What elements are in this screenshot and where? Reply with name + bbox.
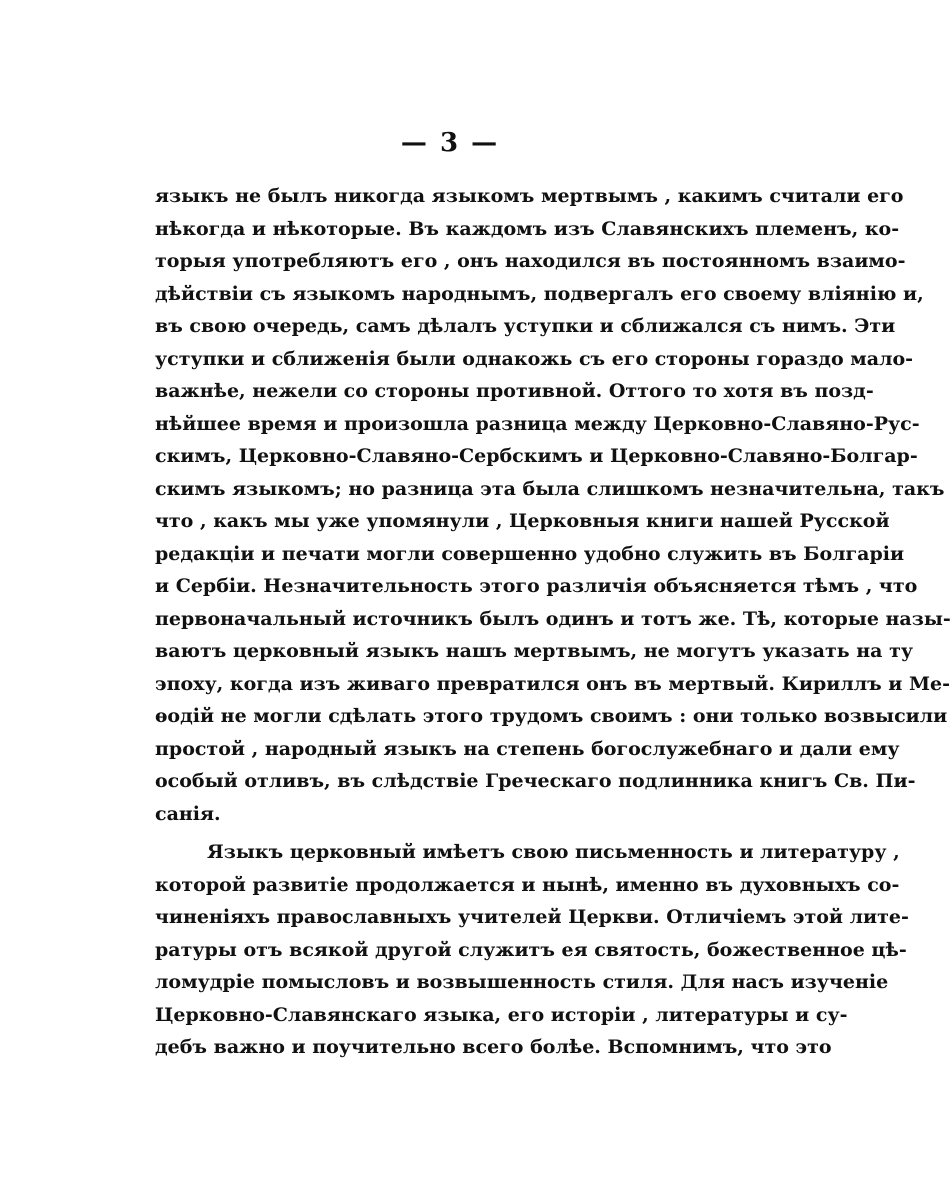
body-text <box>155 180 951 1064</box>
text-line: что , какъ мы уже упомянули , Церковныя книги нашей Русской <box>155 510 890 532</box>
text-line: Церковно-Славянскаго языка, его исторіи , литературы и су- <box>155 1003 848 1026</box>
text-line: особый отливъ, въ слѣдствіе Греческаго подлинника книгъ Св. Пи- <box>155 770 916 792</box>
text-line: Языкъ церковный имѣетъ свою письменность и литературу , <box>207 841 900 863</box>
text-line: уступки и сближенія были однакожь съ его стороны гораздо мало- <box>155 347 914 370</box>
text-line: ратуры отъ всякой другой служитъ ея святость, божественное цѣ- <box>155 938 907 961</box>
text-line: нѣйшее время и произошла разница между Церковно-Славяно-Рус- <box>155 412 920 435</box>
text-line: нѣкогда и нѣкоторые. Въ каждомъ изъ Славянскихъ племенъ, ко- <box>155 217 900 240</box>
text-line: эпоху, когда изъ живаго превратился онъ въ мертвый. Кириллъ и Ме- <box>155 672 951 695</box>
text-line: чиненіяхъ православныхъ учителей Церкви. Отличіемъ этой лите- <box>155 906 909 928</box>
paragraph-2 <box>155 836 909 1064</box>
text-line: санія. <box>155 802 221 825</box>
text-line: простой , народный языкъ на степень богослужебнаго и дали ему <box>155 737 900 760</box>
text-line: и Сербіи. Незначительность этого различія объясняется тѣмъ , что <box>155 575 918 597</box>
text-line: которой развитіе продолжается и нынѣ, именно въ духовныхъ со- <box>155 873 900 896</box>
page-number: — 3 — <box>400 128 500 158</box>
text-line: скимъ языкомъ; но разница эта была слишкомъ незначительна, такъ <box>155 477 945 500</box>
text-line: важнѣе, нежели со стороны противной. Оттого то хотя въ позд- <box>155 380 874 402</box>
text-line: дѣйствіи съ языкомъ народнымъ, подвергалъ его своему вліянію и, <box>155 282 924 305</box>
text-line: ваютъ церковный языкъ нашъ мертвымъ, не могутъ указать на ту <box>155 640 914 662</box>
text-line: скимъ, Церковно-Славяно-Сербскимъ и Церковно-Славяно-Болгар- <box>155 445 918 467</box>
text-line: ѳодій не могли сдѣлать этого трудомъ своимъ : они только возвысили <box>155 705 948 727</box>
text-line: языкъ не былъ никогда языкомъ мертвымъ , какимъ считали его <box>155 185 904 207</box>
paragraph-1 <box>155 180 951 830</box>
text-line: редакціи и печати могли совершенно удобно служить въ Болгаріи <box>155 542 905 565</box>
text-line: ломудріе помысловъ и возвышенность стиля. Для насъ изученіе <box>155 971 889 993</box>
text-line: торыя употребляютъ его , онъ находился въ постоянномъ взаимо- <box>155 250 906 272</box>
text-line: въ свою очередь, самъ дѣлалъ уступки и сближался съ нимъ. Эти <box>155 315 896 337</box>
text-line: дебъ важно и поучительно всего болѣе. Вспомнимъ, что это <box>155 1036 832 1058</box>
text-line: первоначальный источникъ былъ одинъ и тотъ же. Тѣ, которые назы- <box>155 607 951 630</box>
